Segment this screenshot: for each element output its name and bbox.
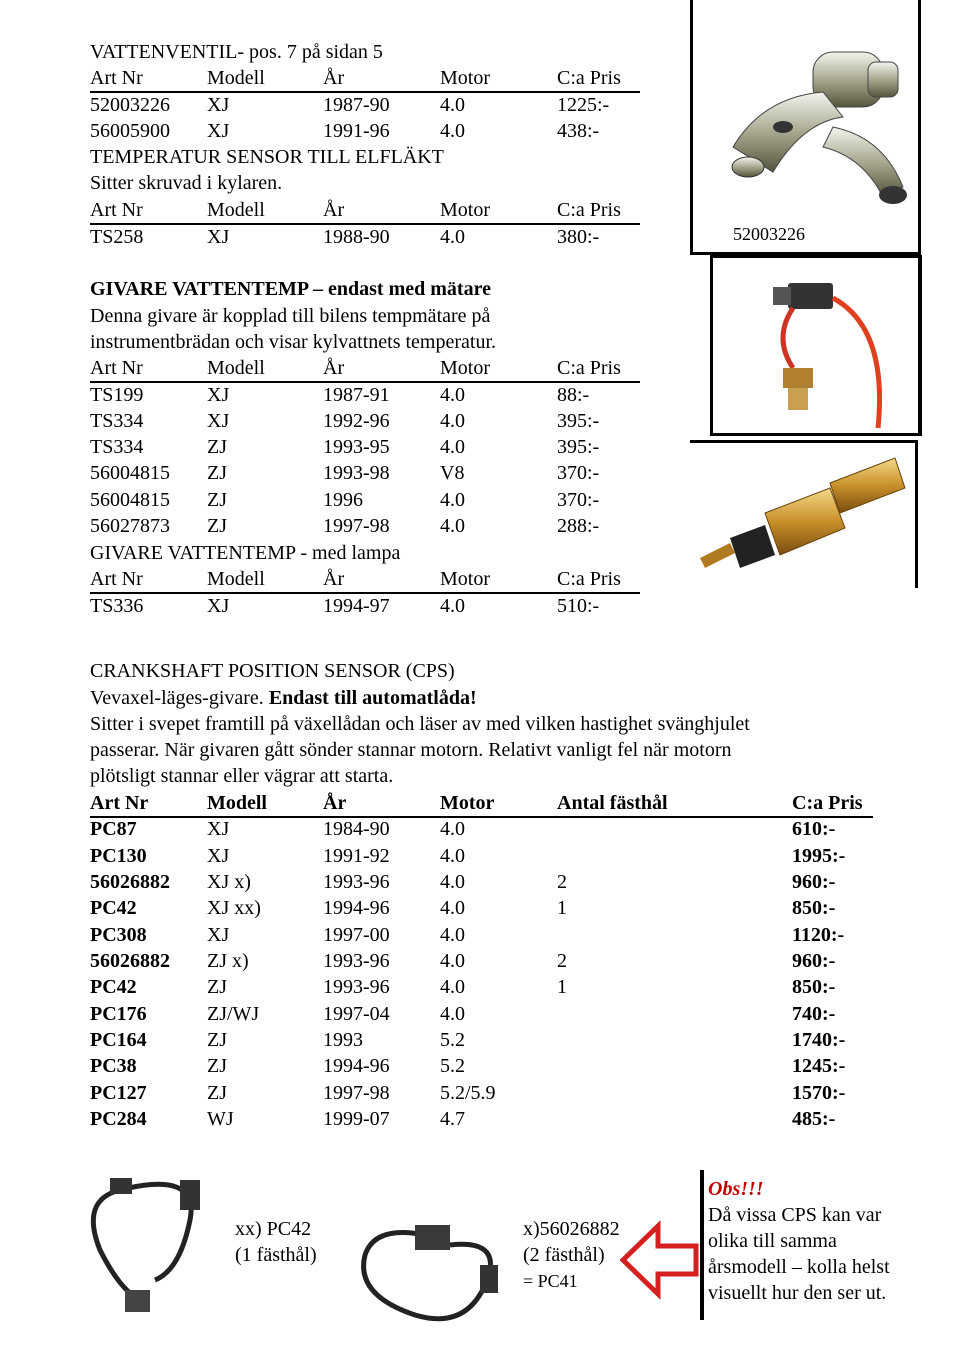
cell: 1993 (323, 1029, 363, 1051)
cell: 1 (557, 976, 567, 998)
cell: 1987-90 (323, 94, 390, 116)
cell: ZJ (207, 976, 227, 998)
cell: ZJ (207, 489, 227, 511)
col-art-nr: Art Nr (90, 199, 143, 221)
cell: 56004815 (90, 489, 170, 511)
cell: 850:- (792, 897, 836, 919)
cell: 395:- (557, 410, 600, 432)
table-header (90, 790, 873, 818)
cell: XJ (207, 818, 230, 840)
cell: 1996 (323, 489, 363, 511)
col-modell: Modell (207, 199, 265, 221)
cell: 510:- (557, 595, 600, 617)
table-header (90, 197, 640, 225)
cell: 56005900 (90, 120, 170, 142)
cell: 4.0 (440, 436, 465, 458)
cell: 1570:- (792, 1082, 846, 1104)
cell: 4.7 (440, 1108, 465, 1130)
cell: 4.0 (440, 1003, 465, 1025)
section-desc: Denna givare är kopplad till bilens tempmätare på (90, 305, 491, 327)
image-frame-valve (690, 0, 921, 255)
col-motor: Motor (440, 199, 490, 221)
cell: 960:- (792, 950, 836, 972)
column-header: Antal fästhål (557, 792, 668, 814)
obs-text: Då vissa CPS kan var (708, 1204, 882, 1226)
cell: 1993-96 (323, 976, 390, 998)
section-note: Sitter skruvad i kylaren. (90, 172, 283, 194)
caption-pc42-holes: (1 fästhål) (235, 1244, 317, 1266)
cell: 1991-96 (323, 120, 390, 142)
column-header: C:a Pris (792, 792, 863, 814)
cell: PC87 (90, 818, 137, 840)
col-ar: År (323, 199, 345, 221)
cell: 4.0 (440, 924, 465, 946)
cell: 5.2/5.9 (440, 1082, 496, 1104)
cell: 438:- (557, 120, 600, 142)
cell: 4.0 (440, 897, 465, 919)
cell: 4.0 (440, 950, 465, 972)
cell: 1245:- (792, 1055, 846, 1077)
cell: 5.2 (440, 1029, 465, 1051)
cell: PC130 (90, 845, 147, 867)
cell: 4.0 (440, 489, 465, 511)
cell: 395:- (557, 436, 600, 458)
section-desc: instrumentbrädan och visar kylvattnets temperatur. (90, 331, 496, 353)
cell: PC308 (90, 924, 147, 946)
col-art-nr: Art Nr (90, 568, 143, 590)
desc-emphasis: Endast till automatlåda! (268, 687, 477, 709)
col-modell: Modell (207, 67, 265, 89)
cell: 4.0 (440, 818, 465, 840)
column-header: Motor (440, 792, 495, 814)
cell: TS199 (90, 384, 144, 406)
cell: 56027873 (90, 515, 170, 537)
cell: 4.0 (440, 120, 465, 142)
cell: PC42 (90, 897, 137, 919)
cell: 1997-04 (323, 1003, 390, 1025)
cell: WJ (207, 1108, 234, 1130)
cell: 1997-00 (323, 924, 390, 946)
table-header (90, 355, 640, 383)
cell: 1 (557, 897, 567, 919)
cell: 1988-90 (323, 226, 390, 248)
cell: 56026882 (90, 871, 170, 893)
col-pris: C:a Pris (557, 568, 621, 590)
cell: 1997-98 (323, 1082, 390, 1104)
cell: XJ x) (207, 871, 251, 893)
obs-text: årsmodell – kolla helst (708, 1256, 890, 1278)
cell: TS334 (90, 436, 144, 458)
cell: PC176 (90, 1003, 147, 1025)
cell: PC127 (90, 1082, 147, 1104)
cell: V8 (440, 462, 465, 484)
cell: ZJ (207, 1082, 227, 1104)
cell: XJ (207, 924, 230, 946)
cell: 850:- (792, 976, 836, 998)
cell: ZJ (207, 1029, 227, 1051)
cell: 380:- (557, 226, 600, 248)
cell: 960:- (792, 871, 836, 893)
cell: 4.0 (440, 515, 465, 537)
obs-divider (700, 1170, 704, 1320)
cell: XJ (207, 410, 230, 432)
cell: 1984-90 (323, 818, 390, 840)
cell: TS334 (90, 410, 144, 432)
col-pris: C:a Pris (557, 67, 621, 89)
valve-image (693, 0, 918, 207)
section-title-cps: CRANKSHAFT POSITION SENSOR (CPS) (90, 660, 455, 682)
cell: 485:- (792, 1108, 836, 1130)
cell: 1740:- (792, 1029, 846, 1051)
cell: 4.0 (440, 845, 465, 867)
column-header: Art Nr (90, 792, 149, 814)
col-art-nr: Art Nr (90, 67, 143, 89)
cell: 1991-92 (323, 845, 390, 867)
temp-sensor-wire-image (713, 258, 918, 433)
cell: ZJ (207, 1055, 227, 1077)
section-desc: Sitter i svepet framtill på växellådan och läser av med vilken hastighet svänghjulet (90, 713, 750, 735)
cell: 1993-95 (323, 436, 390, 458)
cell: 56004815 (90, 462, 170, 484)
cps-sensor-image-1 (80, 1170, 220, 1320)
cell: 1120:- (792, 924, 845, 946)
cell: 1992-96 (323, 410, 390, 432)
cell: 1995:- (792, 845, 846, 867)
caption-pc42: xx) PC42 (235, 1218, 312, 1240)
cell: 370:- (557, 462, 600, 484)
desc-text: Vevaxel-läges-givare. (90, 687, 269, 709)
col-pris: C:a Pris (557, 357, 621, 379)
cell: 1993-96 (323, 950, 390, 972)
cell: TS336 (90, 595, 144, 617)
arrow-left-icon (620, 1220, 700, 1300)
cell: 52003226 (90, 94, 170, 116)
cell: 88:- (557, 384, 590, 406)
cell: XJ (207, 845, 230, 867)
caption-pc41: = PC41 (523, 1271, 578, 1291)
cell: 2 (557, 871, 567, 893)
cell: 4.0 (440, 595, 465, 617)
brass-sensor-image (690, 443, 915, 588)
image-frame-brass-sensor (690, 440, 918, 588)
cell: XJ (207, 94, 230, 116)
cell: PC164 (90, 1029, 147, 1051)
obs-title: Obs!!! (708, 1178, 764, 1200)
cell: 56026882 (90, 950, 170, 972)
section-desc (90, 685, 477, 711)
col-modell: Modell (207, 568, 265, 590)
cell: XJ (207, 384, 230, 406)
cell: 288:- (557, 515, 600, 537)
col-art-nr: Art Nr (90, 357, 143, 379)
section-desc: plötsligt stannar eller vägrar att starta. (90, 765, 394, 787)
section-title-givare-lampa: GIVARE VATTENTEMP - med lampa (90, 542, 401, 564)
cell: 4.0 (440, 410, 465, 432)
cell: 4.0 (440, 871, 465, 893)
cell: 610:- (792, 818, 836, 840)
cell: 1994-96 (323, 897, 390, 919)
col-ar: År (323, 357, 345, 379)
cell: ZJ x) (207, 950, 249, 972)
section-title-givare-mataren: GIVARE VATTENTEMP – endast med mätare (90, 278, 491, 300)
cell: 4.0 (440, 976, 465, 998)
obs-text: olika till samma (708, 1230, 837, 1252)
cell: ZJ (207, 515, 227, 537)
caption-56026882-holes: (2 fästhål) (523, 1244, 605, 1266)
cell: XJ (207, 226, 230, 248)
cell: XJ (207, 120, 230, 142)
cell: 740:- (792, 1003, 836, 1025)
table-header (90, 566, 640, 594)
cell: 1993-96 (323, 871, 390, 893)
cell: PC38 (90, 1055, 137, 1077)
col-modell: Modell (207, 357, 265, 379)
cell: 4.0 (440, 384, 465, 406)
cell: 370:- (557, 489, 600, 511)
cell: 1999-07 (323, 1108, 390, 1130)
caption-56026882: x)56026882 (523, 1218, 620, 1240)
section-title-vattenventil: VATTENVENTIL- pos. 7 på sidan 5 (90, 41, 383, 63)
section-desc: passerar. När givaren gått sönder stannar motorn. Relativt vanligt fel när motorn (90, 739, 732, 761)
section-title-temperatur-sensor: TEMPERATUR SENSOR TILL ELFLÄKT (90, 146, 444, 168)
cell: 1994-96 (323, 1055, 390, 1077)
col-ar: År (323, 67, 345, 89)
cell: XJ xx) (207, 897, 261, 919)
cell: ZJ (207, 462, 227, 484)
valve-caption: 52003226 (733, 224, 805, 244)
col-motor: Motor (440, 67, 490, 89)
column-header: Modell (207, 792, 267, 814)
cell: 1994-97 (323, 595, 390, 617)
column-header: År (323, 792, 347, 814)
cell: XJ (207, 595, 230, 617)
cell: ZJ (207, 436, 227, 458)
cell: 1997-98 (323, 515, 390, 537)
cell: TS258 (90, 226, 144, 248)
table-header (90, 65, 640, 93)
cell: ZJ/WJ (207, 1003, 260, 1025)
col-ar: År (323, 568, 345, 590)
obs-text: visuellt hur den ser ut. (708, 1282, 887, 1304)
cell: 1993-98 (323, 462, 390, 484)
cell: 1225:- (557, 94, 610, 116)
cell: 1987-91 (323, 384, 390, 406)
cell: PC42 (90, 976, 137, 998)
cell: PC284 (90, 1108, 147, 1130)
cell: 4.0 (440, 94, 465, 116)
cell: 2 (557, 950, 567, 972)
cps-sensor-image-2 (355, 1185, 520, 1335)
col-pris: C:a Pris (557, 199, 621, 221)
col-motor: Motor (440, 568, 490, 590)
col-motor: Motor (440, 357, 490, 379)
cell: 5.2 (440, 1055, 465, 1077)
image-frame-sensor-wire (710, 255, 922, 436)
cell: 4.0 (440, 226, 465, 248)
